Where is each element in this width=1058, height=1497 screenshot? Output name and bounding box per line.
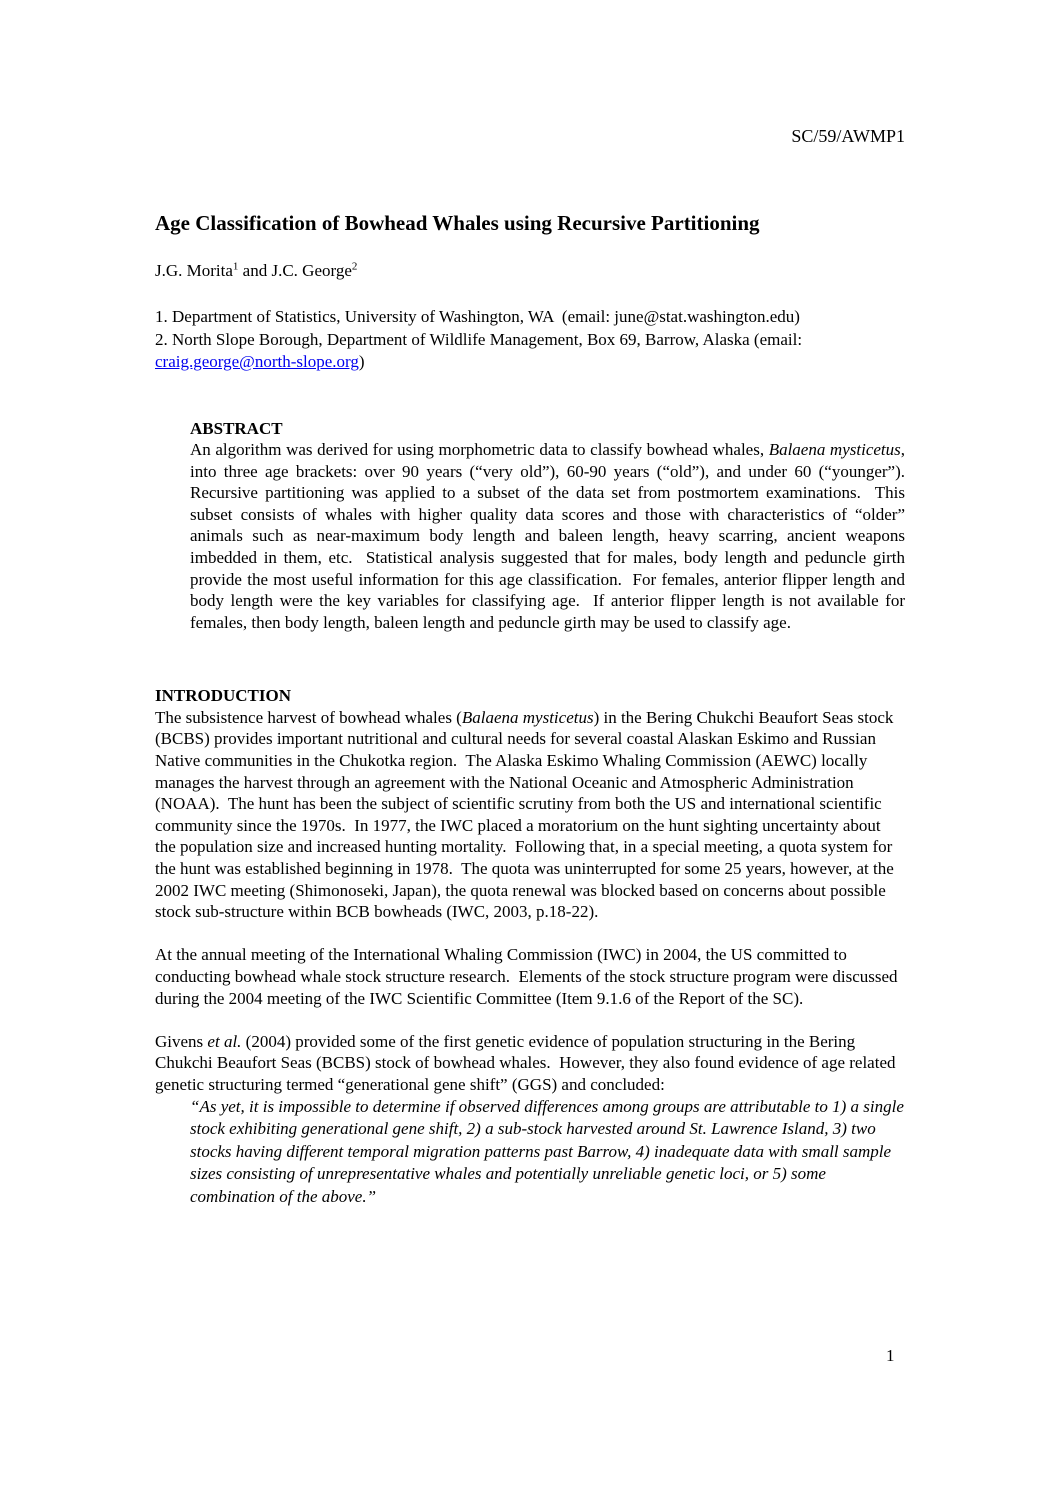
- intro-p3-pre: Givens: [155, 1031, 208, 1051]
- et-al-italic: et al.: [207, 1031, 242, 1051]
- author-1-name: J.G. Morita: [155, 260, 233, 280]
- abstract-text-post: , into three age brackets: over 90 years (“very old”), 60-90 years (“old”), and under 60 (“younger”). Recursive partitioning was applied to a subset of the data set from postmortem examinations. This subset consists of whales with higher quality data scores and those with characteristics of “older” animals such as near-maximum body length and baleen length, heavy scarring, ancient weapons imbedded in them, etc. Statistical analysis suggested that for males, body length and peduncle girth provide the most useful information for this age classification. For females, anterior flipper length and body length were the key variables for classifying age. If anterior flipper length is not available for females, then body length, baleen length and peduncle girth may be used to classify age.: [190, 440, 914, 632]
- doc-code: SC/59/AWMP1: [791, 126, 905, 146]
- intro-p1-pre: The subsistence harvest of bowhead whales (: [155, 707, 462, 727]
- affiliation-2-text: 2. North Slope Borough, Department of Wildlife Management, Box 69, Barrow, Alaska (email:: [155, 329, 807, 349]
- author-2-name: J.C. George: [271, 260, 352, 280]
- intro-p1-post: ) in the Bering Chukchi Beaufort Seas stock (BCBS) provides important nutritional and cultural needs for several coastal Alaskan Eskimo and Russian Native communities in the Chukotka region. The Alaska Eskimo Whaling Commission (AEWC) locally manages the harvest through an agreement with the National Oceanic and Atmospheric Administration (NOAA). The hunt has been the subject of scientific scrutiny from both the US and international scientific community since the 1970s. In 1977, the IWC placed a moratorium on the hunt sighting uncertainty about the population size and increased hunting mortality. Following that, in a special meeting, a quota system for the hunt was established beginning in 1978. The quota was uninterrupted for some 25 years, however, at the 2002 IWC meeting (Shimonoseki, Japan), the quota renewal was blocked based on concerns about possible stock sub-structure within BCB bowheads (IWC, 2003, p.18-22).: [155, 707, 899, 922]
- species-name-italic: Balaena mysticetus: [768, 440, 901, 459]
- introduction-paragraph-2: At the annual meeting of the International Whaling Commission (IWC) in 2004, the US committed to conducting bowhead whale stock structure research. Elements of the stock structure program were discussed during the 2004 meeting of the IWC Scientific Committee (Item 9.1.6 of the Report of the SC).: [155, 945, 902, 1008]
- abstract-section: [190, 418, 914, 634]
- author-1-footnote-marker: 1: [232, 259, 239, 272]
- abstract-heading: ABSTRACT: [190, 418, 283, 438]
- author-2-footnote-marker: 2: [351, 259, 358, 272]
- paper-title: Age Classification of Bowhead Whales using Recursive Partitioning: [155, 210, 760, 235]
- affiliation-2-close-paren: ): [358, 352, 365, 371]
- intro-p3-post: (2004) provided some of the first genetic evidence of population structuring in the Bering Chukchi Beaufort Seas (BCBS) stock of bowhead whales. However, they also found evidence of age related genetic structuring termed “generational gene shift” (GGS) and concluded:: [155, 1031, 900, 1094]
- introduction-paragraph-1: [155, 707, 899, 923]
- affiliation-1: 1. Department of Statistics, University of Washington, WA (email: june@stat.washington.edu): [155, 307, 800, 326]
- affiliations-block: [155, 306, 903, 374]
- email-link[interactable]: craig.george@north-slope.org: [155, 352, 359, 371]
- abstract-text-pre: An algorithm was derived for using morphometric data to classify bowhead whales,: [190, 440, 769, 459]
- introduction-heading: INTRODUCTION: [155, 686, 292, 706]
- abstract-text: [190, 439, 914, 633]
- page-number: 1: [886, 1346, 895, 1365]
- species-name-italic: Balaena mysticetus: [461, 707, 594, 727]
- block-quote: “As yet, it is impossible to determine if observed differences among groups are attributable to 1) a single stock exhibiting generational gene shift, 2) a sub-stock harvested around St. Lawrence Island, 3) two stocks having different temporal migration patterns past Barrow, 4) inadequate data with small sample sizes consisting of unrepresentative whales and potentially unreliable genetic loci, or 5) some combination of the above.”: [190, 1096, 909, 1206]
- introduction-paragraph-3: [155, 1031, 899, 1096]
- authors-joiner: and: [238, 260, 272, 280]
- authors-line: [155, 260, 1058, 282]
